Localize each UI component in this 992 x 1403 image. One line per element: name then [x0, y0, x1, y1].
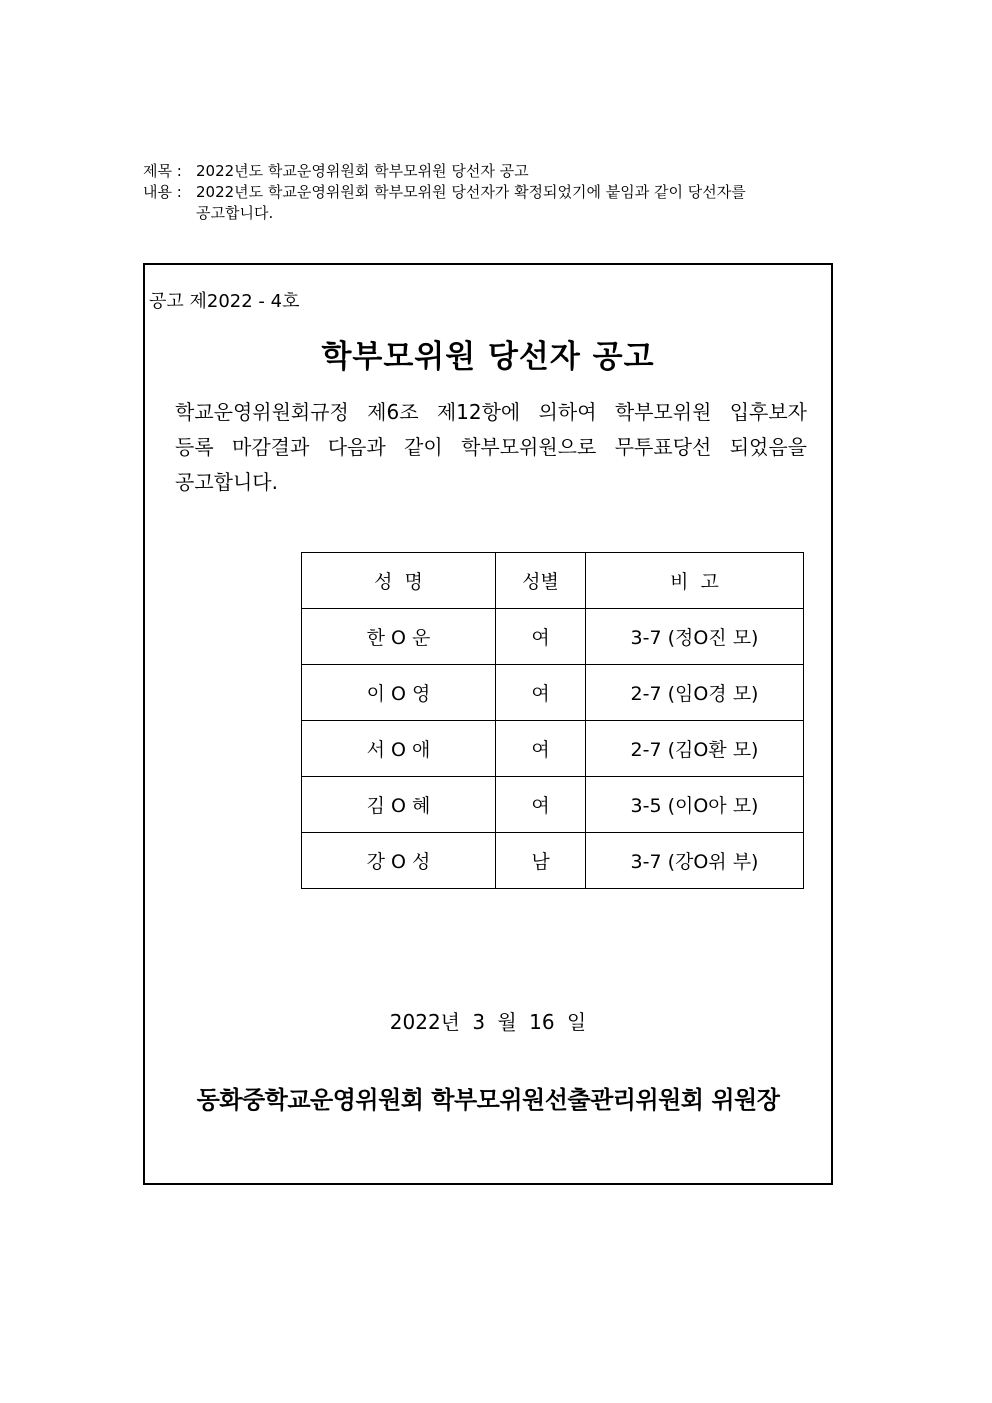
- member-note: 2-7 (임O경 모): [586, 665, 804, 721]
- notice-body-line: 공고합니다.: [175, 470, 278, 494]
- table-row: [302, 777, 804, 833]
- table-header-row: [302, 553, 804, 609]
- member-name: 김 O 혜: [302, 777, 496, 833]
- notice-number: 공고 제2022 - 4호: [149, 291, 300, 312]
- member-gender: 여: [496, 721, 586, 777]
- notice-body: [175, 395, 807, 500]
- member-note: 3-5 (이O아 모): [586, 777, 804, 833]
- header-name: 성 명: [302, 553, 496, 609]
- member-note: 3-7 (정O진 모): [586, 609, 804, 665]
- notice-body-line: 등록 마감결과 다음과 같이 학부모위원으로 무투표당선 되었음을: [175, 435, 807, 459]
- member-note: 3-7 (강O위 부): [586, 833, 804, 889]
- notice-date: 2022년 3 월 16 일: [389, 1010, 587, 1034]
- member-gender: 여: [496, 609, 586, 665]
- subject-label: 제목 :: [143, 162, 182, 180]
- elected-members-table: [301, 552, 804, 889]
- header-gender: 성별: [496, 553, 586, 609]
- subject-text: 2022년도 학교운영위원회 학부모위원 당선자 공고: [196, 162, 529, 180]
- member-name: 서 O 애: [302, 721, 496, 777]
- content-text-continued: 공고합니다.: [196, 204, 274, 222]
- header-note: 비 고: [586, 553, 804, 609]
- notice-signer: 동화중학교운영위원회 학부모위원선출관리위원회 위원장: [196, 1086, 780, 1114]
- table-row: [302, 721, 804, 777]
- member-name: 이 O 영: [302, 665, 496, 721]
- member-gender: 여: [496, 777, 586, 833]
- notice-body-line: 학교운영위원회규정 제6조 제12항에 의하여 학부모위원 입후보자: [175, 400, 807, 424]
- member-name: 강 O 성: [302, 833, 496, 889]
- member-name: 한 O 운: [302, 609, 496, 665]
- subject-row: [143, 161, 843, 182]
- table-row: [302, 609, 804, 665]
- table-row: [302, 665, 804, 721]
- notice-box: [143, 263, 833, 1185]
- content-row: [143, 182, 843, 203]
- content-label: 내용 :: [143, 183, 182, 201]
- member-gender: 남: [496, 833, 586, 889]
- member-note: 2-7 (김O환 모): [586, 721, 804, 777]
- document-meta: [143, 161, 843, 224]
- table-row: [302, 833, 804, 889]
- notice-title: 학부모위원 당선자 공고: [321, 339, 655, 375]
- member-gender: 여: [496, 665, 586, 721]
- content-text: 2022년도 학교운영위원회 학부모위원 당선자가 확정되었기에 붙임과 같이 당선자를: [196, 183, 746, 201]
